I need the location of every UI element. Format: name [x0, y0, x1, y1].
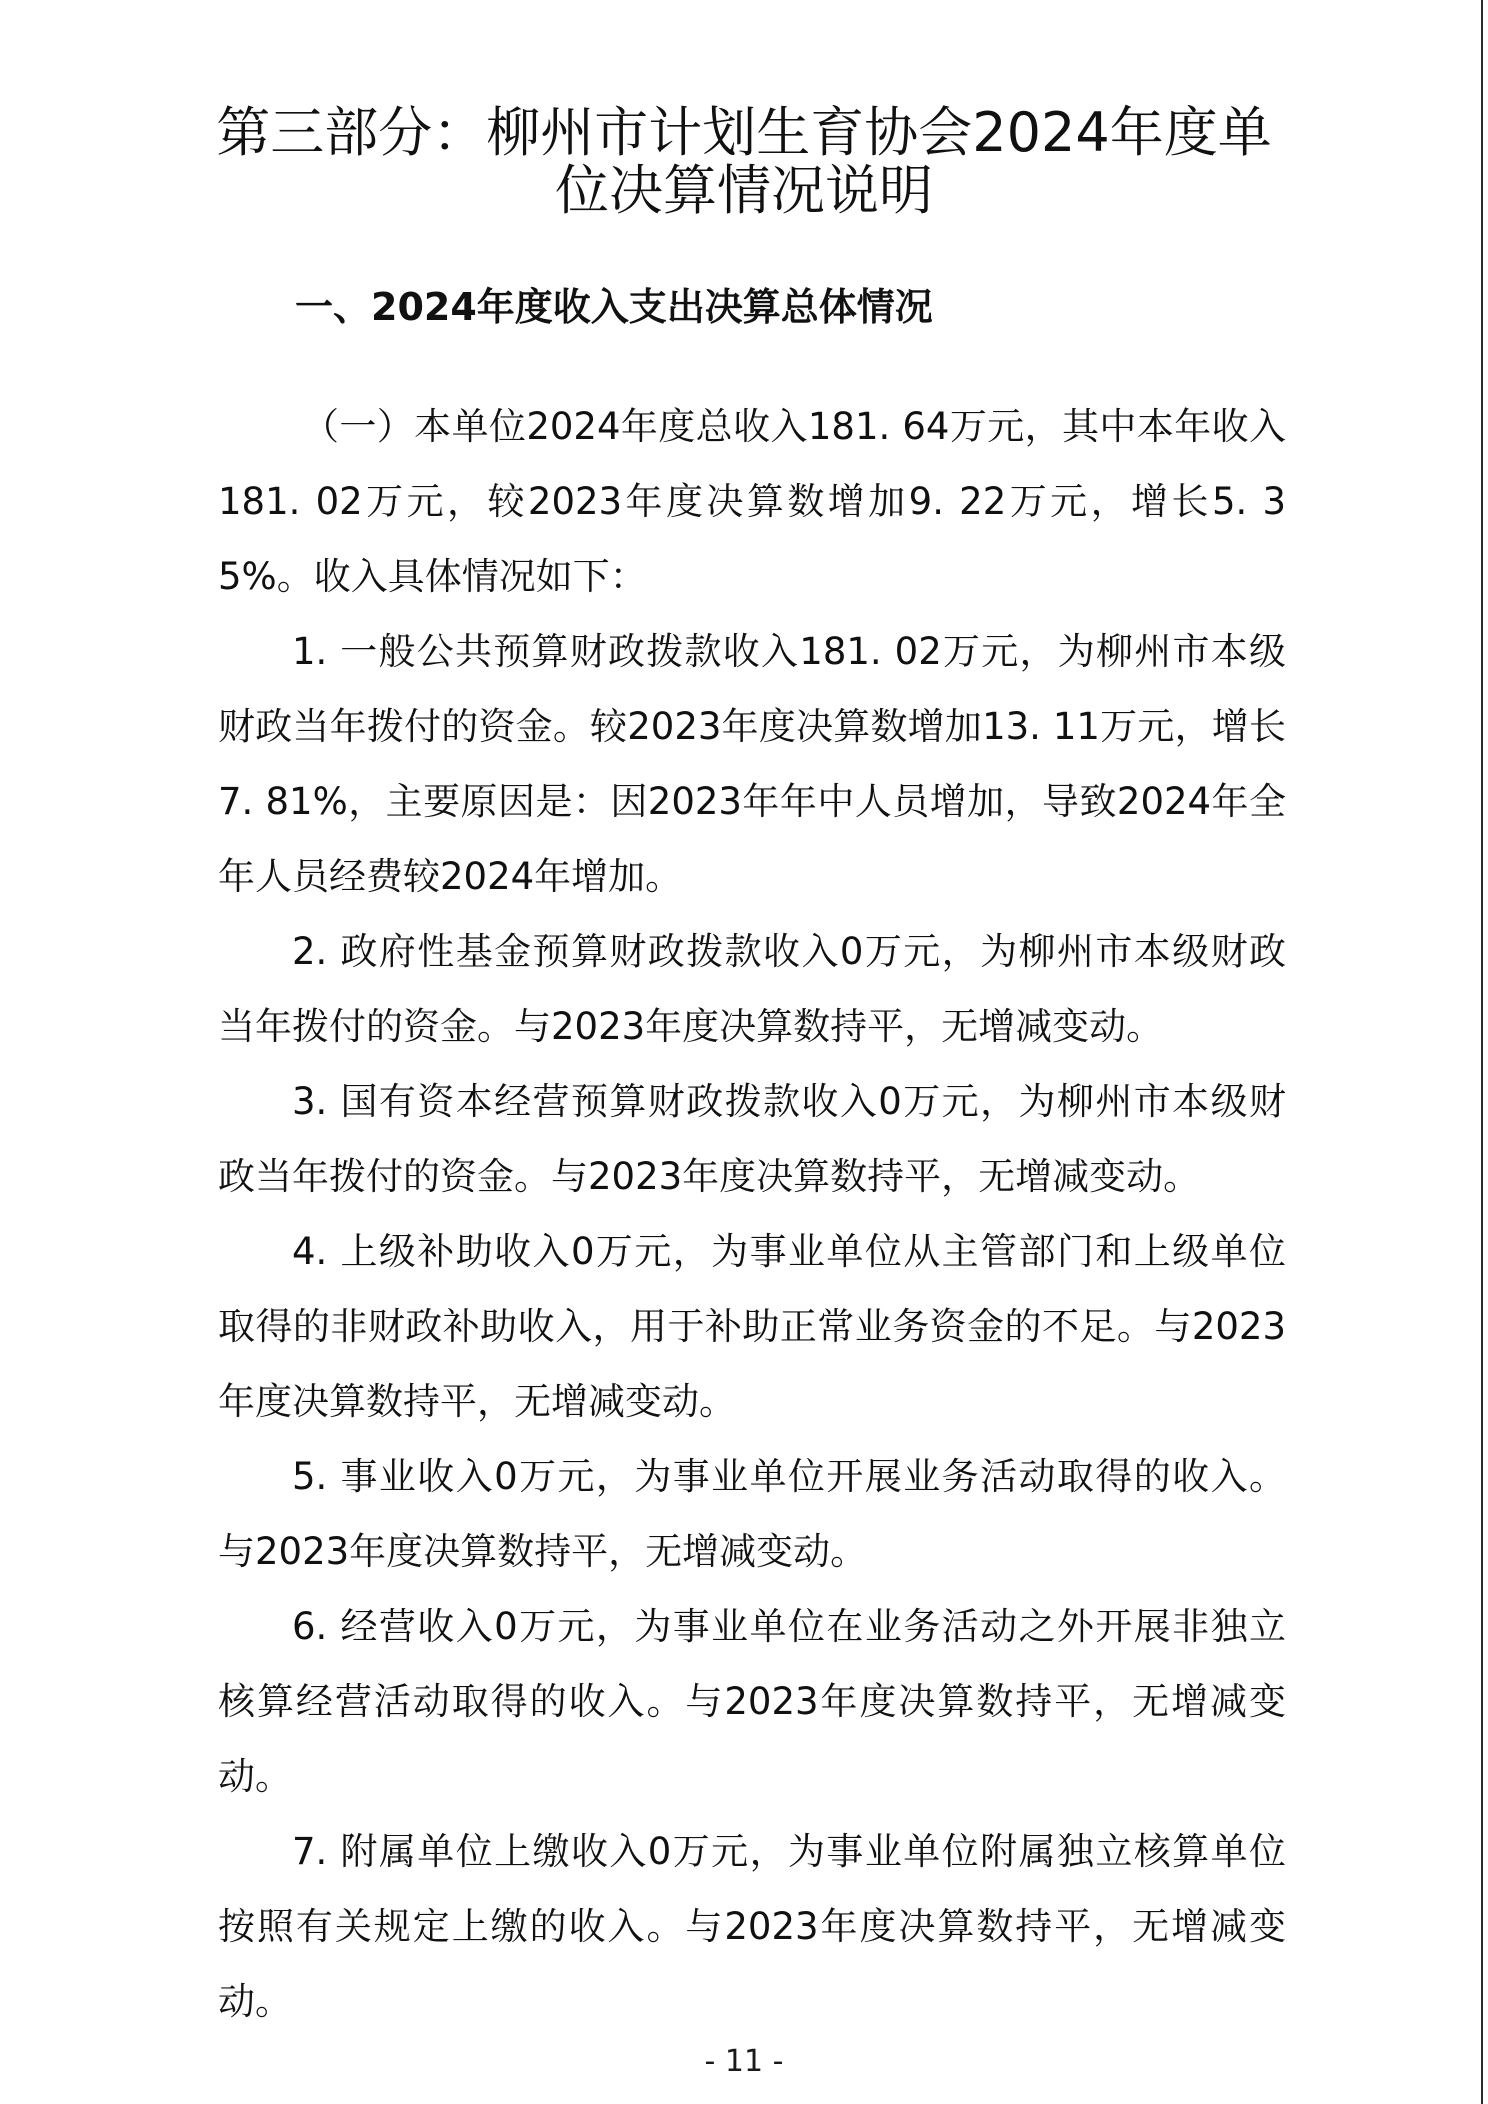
paragraph-government-fund-income: 2. 政府性基金预算财政拨款收入0万元，为柳州市本级财政当年拨付的资金。与2023年度决算数持平，无增减变动。	[218, 930, 1286, 1048]
section-heading: 一、2024年度收入支出决算总体情况	[295, 285, 933, 329]
paragraph-state-capital-income: 3. 国有资本经营预算财政拨款收入0万元，为柳州市本级财政当年拨付的资金。与2023年度决算数持平，无增减变动。	[218, 1080, 1286, 1198]
document-body	[218, 389, 1286, 2039]
paragraph-total-income: （一）本单位2024年度总收入181. 64万元，其中本年收入181. 02万元，较2023年度决算数增加9. 22万元，增长5. 35%。收入具体情况如下：	[218, 405, 1286, 598]
paragraph-operating-income: 6. 经营收入0万元，为事业单位在业务活动之外开展非独立核算经营活动取得的收入。与2023年度决算数持平，无增减变动。	[218, 1605, 1286, 1798]
paragraph-subsidiary-remittance-income: 7. 附属单位上缴收入0万元，为事业单位附属独立核算单位按照有关规定上缴的收入。与2023年度决算数持平，无增减变动。	[218, 1830, 1286, 2023]
paragraph-business-income: 5. 事业收入0万元，为事业单位开展业务活动取得的收入。与2023年度决算数持平，无增减变动。	[218, 1455, 1286, 1573]
document-title: 第三部分：柳州市计划生育协会2024年度单位决算情况说明	[216, 101, 1272, 222]
page-number: - 11 -	[704, 2044, 784, 2079]
paragraph-general-budget-income: 1. 一般公共预算财政拨款收入181. 02万元，为柳州市本级财政当年拨付的资金。较2023年度决算数增加13. 11万元，增长7. 81%，主要原因是：因2023年年中人员增加，导致2024年全年人员经费较2024年增加。	[218, 630, 1286, 898]
paragraph-superior-subsidy-income: 4. 上级补助收入0万元，为事业单位从主管部门和上级单位取得的非财政补助收入，用于补助正常业务资金的不足。与2023年度决算数持平，无增减变动。	[218, 1230, 1286, 1423]
page-edge-line	[1481, 0, 1483, 2104]
